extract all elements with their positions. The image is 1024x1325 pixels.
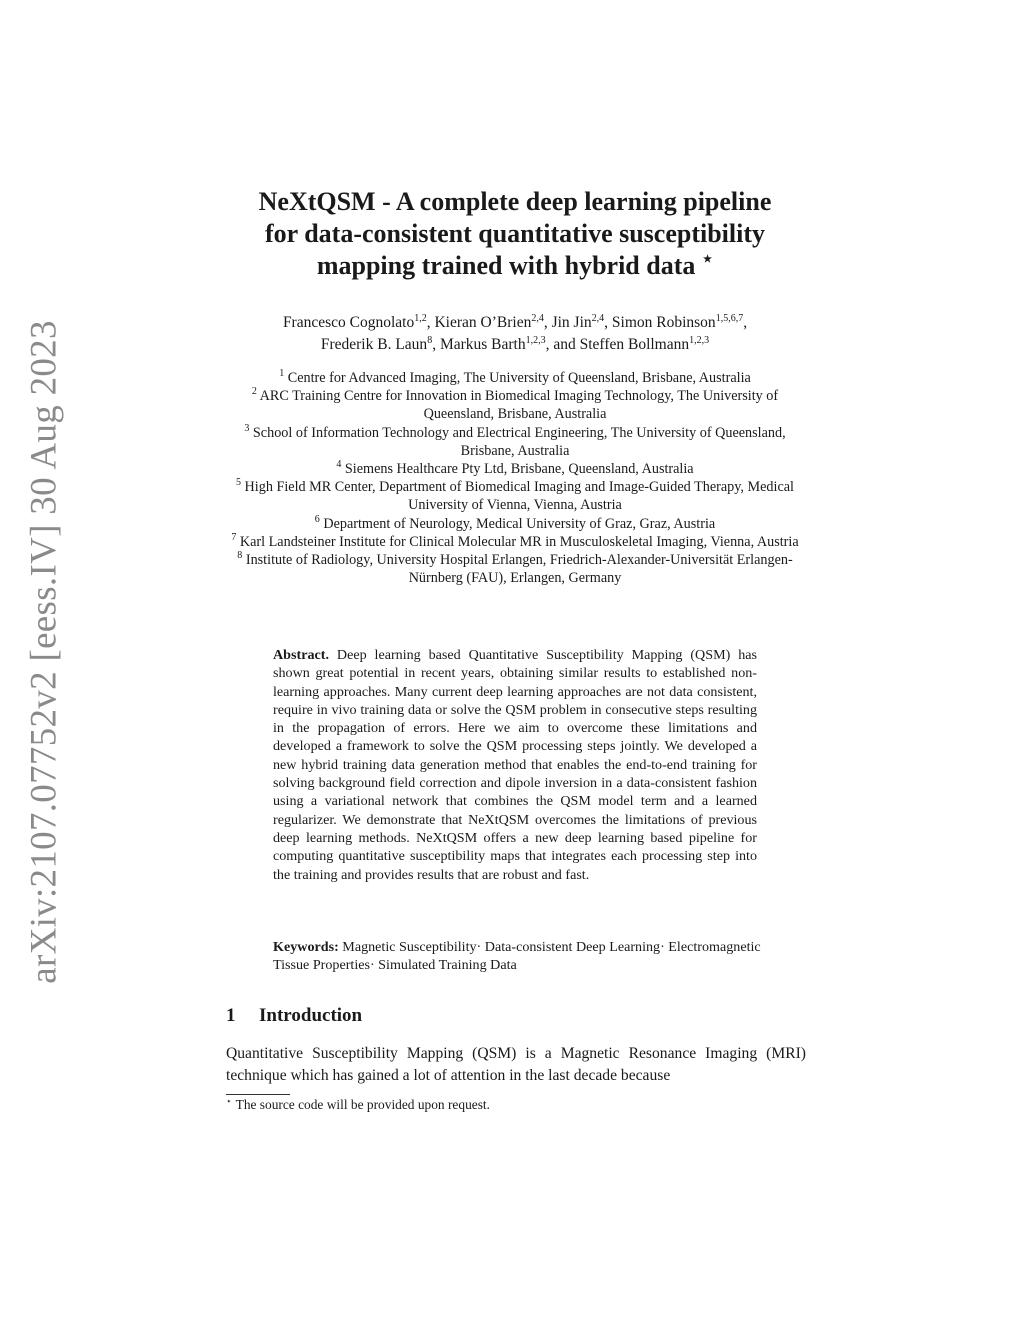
author-affiliation-mark: 1,2,3: [689, 335, 710, 346]
author-name: Steffen Bollmann: [579, 336, 690, 353]
affiliation-number: 2: [251, 386, 257, 398]
author-separator: ,: [743, 314, 748, 331]
author-affiliation-mark: 1,2,3: [525, 335, 546, 346]
author-name: Jin Jin: [551, 314, 592, 331]
author-separator: ,: [543, 314, 552, 331]
keywords-body: Magnetic Susceptibility· Data-consistent Deep Learning· Electromagnetic Tissue Properties· Simulated Training Data: [273, 939, 761, 974]
affiliation-item: [222, 460, 808, 478]
affiliation-text: Department of Neurology, Medical University of Graz, Graz, Austria: [323, 515, 716, 532]
affiliation-item: [222, 478, 808, 514]
paper-title: [200, 186, 830, 282]
arxiv-identifier: arXiv:2107.07752v2 [eess.IV] 30 Aug 2023: [23, 320, 65, 984]
affiliation-number: 3: [244, 422, 250, 434]
author-name: Simon Robinson: [611, 314, 716, 331]
footnote: [226, 1096, 490, 1114]
affiliation-text: ARC Training Centre for Innovation in Biomedical Imaging Technology, The University of Queensland, Brisbane, Australia: [259, 388, 779, 423]
affiliation-text: Centre for Advanced Imaging, The University of Queensland, Brisbane, Australia: [287, 370, 751, 386]
affiliation-number: 7: [231, 531, 237, 543]
footnote-text: The source code will be provided upon request.: [235, 1097, 490, 1112]
author-line: [210, 312, 820, 334]
affiliation-number: 8: [237, 550, 243, 562]
author-name: Frederik B. Laun: [320, 336, 428, 353]
keywords-label: Keywords:: [273, 939, 339, 955]
abstract: [273, 646, 757, 884]
affiliation-item: [222, 387, 808, 423]
keywords: [273, 938, 773, 975]
affiliation-text: School of Information Technology and Electrical Engineering, The University of Queensland, Brisbane, Australia: [252, 424, 786, 459]
section-number: 1: [226, 1005, 236, 1026]
affiliation-item: [222, 515, 808, 533]
title-line: for data-consistent quantitative susceptibility: [264, 219, 766, 248]
title-line: [200, 250, 830, 282]
title-footnote-mark: ⋆: [701, 248, 714, 269]
author-name: Francesco Cognolato: [282, 314, 415, 331]
affiliation-text: High Field MR Center, Department of Biomedical Imaging and Image-Guided Therapy, Medical University of Vienna, Vienna, Austria: [244, 479, 794, 514]
author-line: [210, 334, 820, 356]
affiliation-number: 1: [279, 368, 285, 379]
author-list: [210, 312, 820, 356]
affiliation-item: [222, 369, 808, 387]
author-separator: ,: [432, 336, 440, 353]
author-affiliation-mark: 1,2: [414, 313, 427, 324]
author-separator: ,: [604, 314, 612, 331]
introduction-paragraph: Quantitative Susceptibility Mapping (QSM) is a Magnetic Resonance Imaging (MRI) technique which has gained a lot of attention in the last decade because: [226, 1045, 806, 1084]
affiliation-text: Institute of Radiology, University Hospital Erlangen, Friedrich-Alexander-Universität Erlangen-Nürnberg (FAU), Erlangen, Germany: [245, 552, 793, 587]
title-line-text: mapping trained with hybrid data: [316, 251, 696, 280]
footnote-divider: [226, 1094, 290, 1095]
author-separator: , and: [545, 336, 580, 353]
author-affiliation-mark: 2,4: [531, 313, 544, 324]
affiliation-text: Siemens Healthcare Pty Ltd, Brisbane, Queensland, Australia: [344, 461, 694, 478]
section-heading: [226, 1005, 362, 1027]
arxiv-sidebar: [14, 320, 74, 984]
affiliation-number: 4: [336, 459, 342, 471]
footnote-mark: ⋆: [226, 1096, 232, 1106]
author-separator: ,: [426, 314, 435, 331]
author-name: Markus Barth: [439, 336, 526, 353]
author-affiliation-mark: 2,4: [591, 313, 605, 324]
abstract-label: Abstract.: [273, 647, 329, 663]
affiliation-item: [222, 533, 808, 551]
affiliation-number: 5: [236, 477, 241, 489]
affiliation-number: 6: [314, 513, 320, 525]
affiliation-list: [222, 369, 808, 587]
affiliation-item: [222, 551, 808, 587]
author-affiliation-mark: 1,5,6,7: [715, 313, 744, 324]
abstract-body: Deep learning based Quantitative Susceptibility Mapping (QSM) has shown great potential in recent years, obtaining similar results to established non-learning approaches. Many current deep learning approaches are not data consistent, require in vivo training data or solve the QSM problem in consecutive steps resulting in the propagation of errors. Here we aim to overcome these limitations and developed a framework to solve the QSM processing steps jointly. We developed a new hybrid training data generation method that enables the end-to-end training for solving background field correction and dipole inversion in a data-consistent fashion using a variational network that combines the QSM model term and a learned regularizer. We demonstrate that NeXtQSM overcomes the limitations of previous deep learning methods. NeXtQSM offers a new deep learning based pipeline for computing quantitative susceptibility maps that integrates each processing step into the training and provides results that are robust and fast.: [273, 647, 757, 883]
affiliation-text: Karl Landsteiner Institute for Clinical Molecular MR in Musculoskeletal Imaging, Vienna, Austria: [239, 533, 799, 550]
title-line: NeXtQSM - A complete deep learning pipeline: [258, 187, 772, 216]
author-affiliation-mark: 8: [427, 335, 433, 346]
section-title: Introduction: [259, 1005, 363, 1026]
affiliation-item: [222, 424, 808, 460]
author-name: Kieran O’Brien: [434, 314, 532, 331]
